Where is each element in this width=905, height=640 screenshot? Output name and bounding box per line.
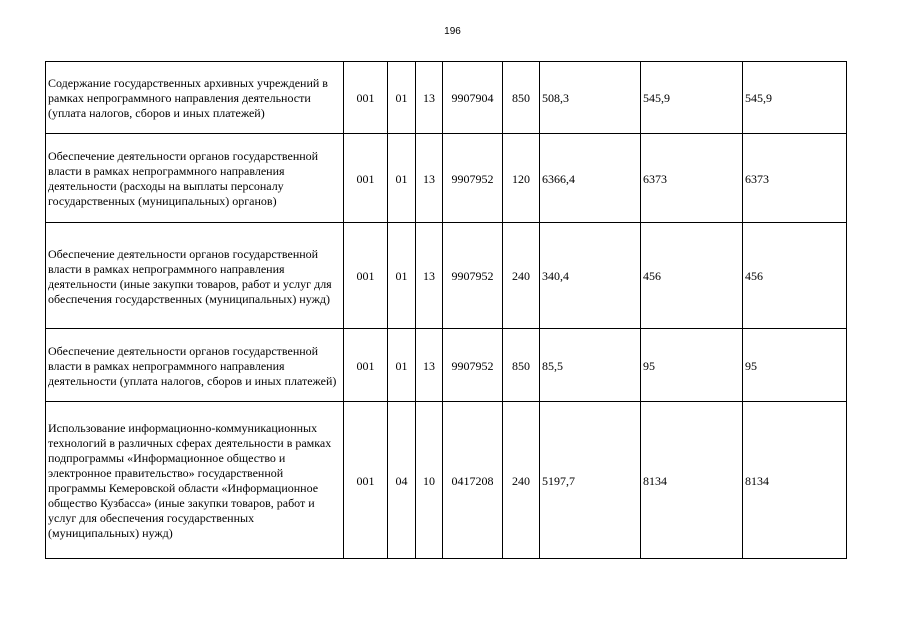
section-code: 01 — [388, 134, 416, 223]
subsection-code: 13 — [416, 62, 443, 134]
ministry-code: 001 — [344, 134, 388, 223]
amount-year-2: 545,9 — [641, 62, 743, 134]
amount-year-3: 545,9 — [743, 62, 847, 134]
amount-year-3: 6373 — [743, 134, 847, 223]
table-row — [46, 134, 847, 223]
row-description: Содержание государственных архивных учреждений в рамках непрограммного направления деятельности (уплата налогов, сборов и иных платежей) — [46, 62, 344, 134]
section-code: 01 — [388, 62, 416, 134]
budget-table — [45, 61, 847, 559]
subsection-code: 10 — [416, 402, 443, 559]
table-row — [46, 402, 847, 559]
expense-type-code: 120 — [503, 134, 540, 223]
section-code: 01 — [388, 223, 416, 329]
target-article-code: 9907904 — [443, 62, 503, 134]
table-row — [46, 62, 847, 134]
amount-year-3: 8134 — [743, 402, 847, 559]
expense-type-code: 240 — [503, 402, 540, 559]
amount-year-2: 95 — [641, 329, 743, 402]
amount-year-1: 340,4 — [540, 223, 641, 329]
row-description: Обеспечение деятельности органов государственной власти в рамках непрограммного направления деятельности (уплата налогов, сборов и иных платежей) — [46, 329, 344, 402]
amount-year-1: 85,5 — [540, 329, 641, 402]
amount-year-2: 456 — [641, 223, 743, 329]
amount-year-3: 95 — [743, 329, 847, 402]
amount-year-2: 8134 — [641, 402, 743, 559]
ministry-code: 001 — [344, 329, 388, 402]
row-description: Использование информационно-коммуникационных технологий в различных сферах деятельности в рамках подпрограммы «Информационное общество и электронное правительство» государственной программы Кемеровской области «Информационное общество Кузбасса» (иные закупки товаров, работ и услуг для обеспечения государственных (муниципальных) нужд) — [46, 402, 344, 559]
table-row — [46, 329, 847, 402]
ministry-code: 001 — [344, 402, 388, 559]
amount-year-1: 508,3 — [540, 62, 641, 134]
expense-type-code: 850 — [503, 329, 540, 402]
amount-year-1: 5197,7 — [540, 402, 641, 559]
page-number: 196 — [444, 26, 461, 37]
target-article-code: 9907952 — [443, 329, 503, 402]
ministry-code: 001 — [344, 223, 388, 329]
target-article-code: 0417208 — [443, 402, 503, 559]
target-article-code: 9907952 — [443, 134, 503, 223]
subsection-code: 13 — [416, 134, 443, 223]
amount-year-3: 456 — [743, 223, 847, 329]
expense-type-code: 850 — [503, 62, 540, 134]
expense-type-code: 240 — [503, 223, 540, 329]
target-article-code: 9907952 — [443, 223, 503, 329]
table-row — [46, 223, 847, 329]
subsection-code: 13 — [416, 223, 443, 329]
section-code: 01 — [388, 329, 416, 402]
row-description: Обеспечение деятельности органов государственной власти в рамках непрограммного направления деятельности (иные закупки товаров, работ и услуг для обеспечения государственных (муниципальных) нужд) — [46, 223, 344, 329]
row-description: Обеспечение деятельности органов государственной власти в рамках непрограммного направления деятельности (расходы на выплаты персоналу государственных (муниципальных) органов) — [46, 134, 344, 223]
amount-year-2: 6373 — [641, 134, 743, 223]
ministry-code: 001 — [344, 62, 388, 134]
subsection-code: 13 — [416, 329, 443, 402]
section-code: 04 — [388, 402, 416, 559]
amount-year-1: 6366,4 — [540, 134, 641, 223]
